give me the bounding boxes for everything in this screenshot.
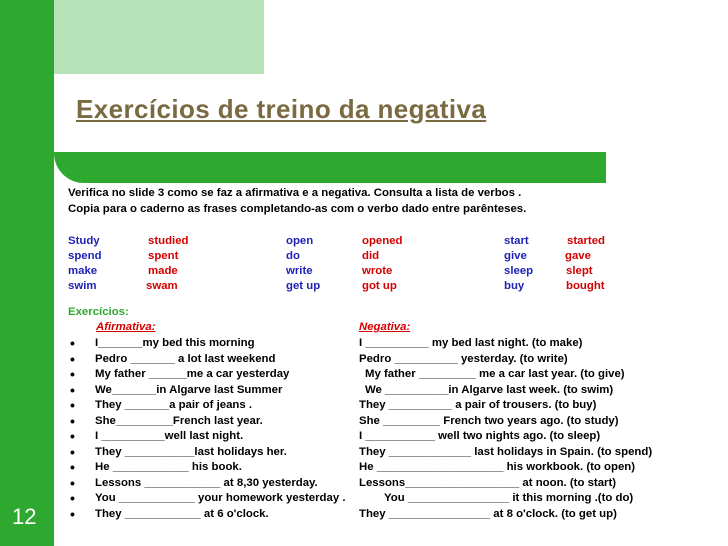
negative-sentence: I __________ my bed last night. (to make) <box>359 337 583 349</box>
negative-sentence: We __________in Algarve last week. (to swim) <box>365 383 614 396</box>
verb-base: Study <box>68 235 100 247</box>
verb-past: spent <box>148 250 179 262</box>
negative-sentence: Pedro __________ yesterday. (to write) <box>359 352 568 365</box>
affirmative-sentence: He ____________ his book. <box>95 461 242 473</box>
verb-base: write <box>286 265 313 277</box>
bullet-icon: • <box>70 443 75 460</box>
affirmative-sentence: We_______in Algarve last Summer <box>95 383 283 396</box>
verb-past: opened <box>362 235 403 247</box>
bullet-icon: • <box>70 459 75 475</box>
affirmative-sentence: My father ______me a car yesterday <box>95 368 290 380</box>
bullet-icon: • <box>70 335 75 351</box>
bullet-icon: • <box>70 474 75 491</box>
instruction-line: Copia para o caderno as frases completando-as com o verbo dado entre parênteses. <box>68 203 527 215</box>
negative-label: Negativa: <box>359 321 411 333</box>
verb-base: make <box>68 265 98 277</box>
verb-base: swim <box>68 280 97 292</box>
bullet-icon: • <box>70 505 75 522</box>
verb-past: made <box>148 265 178 277</box>
slide-number: 12 <box>12 504 37 529</box>
bullet-icon: • <box>70 490 75 506</box>
affirmative-sentence: She_________French last year. <box>95 414 263 427</box>
verb-past: gave <box>565 250 591 262</box>
bullet-icon: • <box>70 412 75 429</box>
bullet-icon: • <box>70 366 75 382</box>
negative-sentence: He ____________________ his workbook. (to open) <box>359 461 636 473</box>
verb-base: buy <box>504 280 525 292</box>
affirmative-sentence: They ___________last holidays her. <box>95 445 287 458</box>
verb-base: open <box>286 235 314 247</box>
exercises-heading: Exercícios: <box>68 306 129 318</box>
bullet-icon: • <box>70 397 75 413</box>
verb-base: start <box>504 235 529 247</box>
affirmative-label: Afirmativa: <box>96 321 156 333</box>
negative-sentence: They __________ a pair of trousers. (to buy) <box>359 399 597 411</box>
negative-sentence: You ________________ it this morning .(to do) <box>384 492 634 504</box>
verb-past: started <box>567 235 605 247</box>
affirmative-sentence: I __________well last night. <box>95 430 244 442</box>
negative-sentence: They _____________ last holidays in Spain. (to spend) <box>359 445 653 458</box>
verb-past: swam <box>146 280 178 292</box>
affirmative-sentence: Lessons ____________ at 8,30 yesterday. <box>95 476 318 489</box>
bullet-icon: • <box>70 381 75 398</box>
verb-base: give <box>504 250 527 262</box>
negative-sentence: Lessons__________________ at noon. (to start) <box>359 476 617 489</box>
bullet-icon: • <box>70 428 75 444</box>
affirmative-sentence: They ____________ at 6 o'clock. <box>95 507 269 520</box>
negative-sentence: My father _________ me a car last year. (to give) <box>365 368 625 380</box>
negative-sentence: I ___________ well two nights ago. (to sleep) <box>359 430 601 442</box>
slide-title: Exercícios de treino da negativa <box>76 94 487 124</box>
affirmative-sentence: I_______my bed this morning <box>95 337 255 349</box>
verb-past: bought <box>566 280 605 292</box>
verb-base: sleep <box>504 265 534 277</box>
verb-base: spend <box>68 250 102 262</box>
verb-base: get up <box>286 280 321 292</box>
verb-base: do <box>286 250 300 262</box>
verb-past: studied <box>148 235 189 247</box>
bullet-icon: • <box>70 350 75 367</box>
negative-sentence: They ________________ at 8 o'clock. (to get up) <box>359 507 617 520</box>
instruction-line: Verifica no slide 3 como se faz a afirmativa e a negativa. Consulta a lista de verbos . <box>68 187 522 199</box>
affirmative-sentence: You ____________ your homework yesterday . <box>95 492 346 504</box>
affirmative-sentence: They _______a pair of jeans . <box>95 399 253 411</box>
verb-past: wrote <box>362 265 393 277</box>
affirmative-sentence: Pedro _______ a lot last weekend <box>95 352 276 365</box>
verb-past: got up <box>362 280 397 292</box>
negative-sentence: She _________ French two years ago. (to study) <box>359 414 619 427</box>
verb-past: slept <box>566 265 593 277</box>
verb-past: did <box>362 250 380 262</box>
